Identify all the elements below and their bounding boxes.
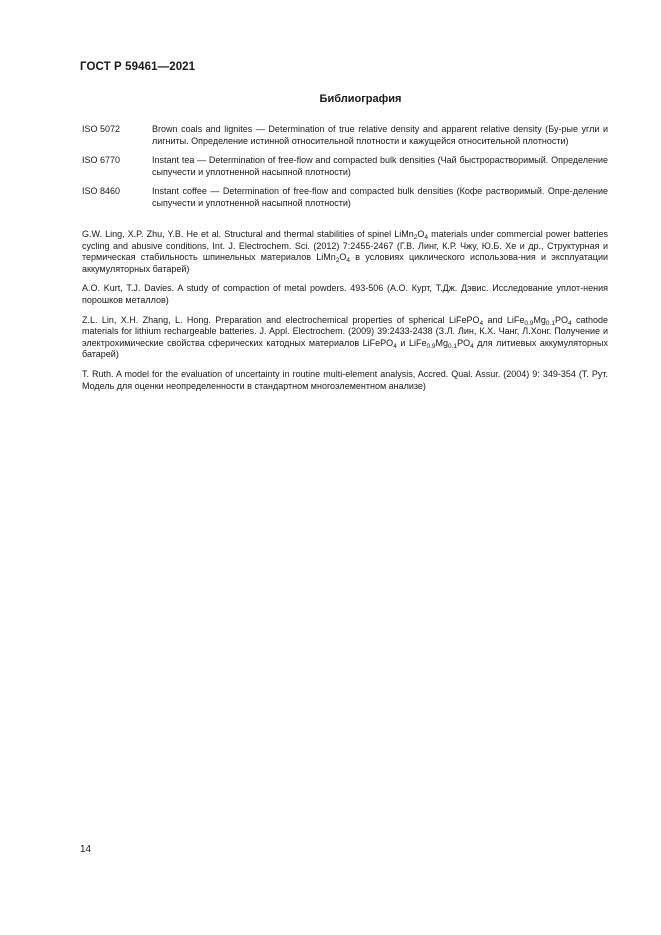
document-code: ГОСТ Р 59461—2021 bbox=[80, 61, 196, 73]
standard-text: Brown coals and lignites — Determination of true relative density and apparent relative density (Бу-рые угли и лигниты. Определение истинной относительной плотности и кажущейся относительной плотности) bbox=[152, 124, 608, 146]
reference-entry: T. Ruth. A model for the evaluation of uncertainty in routine multi-element analysis, Accred. Qual. Assur. (2004) 9: 349-354 (Т. Рут. Модель для оценки неопределенности в стандартном многоэлементном анализе) bbox=[82, 368, 608, 391]
reference-entry: G.W. Ling, X.P. Zhu, Y.B. He et al. Structural and thermal stabilities of spinel $LiMn_2O_4$ materials under commercial power batteries cycling and abusive conditions, Int. J. Electrochem. Sci. (2012) 7:2455-2467 (Г.В. Линг, К.Р. Чжу, Ю.Б. Хе и др., Структурная и термическая стабильность шпинельных материалов $LiMn_2O_4$ в условиях циклического использова-ния и эксплуатации аккумуляторных батарей) bbox=[82, 229, 609, 274]
standard-text: Instant coffee — Determination of free-flow and compacted bulk densities (Кофе растворимый. Опре-деление сыпучести и уплотненной насыпной плотности) bbox=[152, 186, 608, 208]
references-list bbox=[82, 229, 608, 400]
standards-list bbox=[82, 124, 608, 218]
reference-entry: A.O. Kurt, T.J. Davies. A study of compaction of metal powders. 493-506 (А.О. Курт, Т.Дж. Дэвис. Исследование уплот-нения порошков металлов) bbox=[82, 283, 608, 305]
standard-code: ISO 5072 bbox=[82, 124, 121, 134]
standard-entry bbox=[82, 186, 608, 209]
standard-entry bbox=[82, 155, 608, 178]
section-title: Библиография bbox=[319, 93, 402, 105]
page-number: 14 bbox=[80, 844, 92, 855]
standard-entry bbox=[82, 124, 608, 147]
standard-text: Instant tea — Determination of free-flow and compacted bulk densities (Чай быстрорастворимый. Определение сыпучести и уплотненной насыпной плотности) bbox=[152, 155, 608, 177]
standard-code: ISO 8460 bbox=[82, 186, 121, 197]
reference-entry: Z.L. Lin, X.H. Zhang, L. Hong. Preparation and electrochemical properties of spherical LiFePO$_4$ and $LiFe_{0.9}Mg_{0.1}PO_4$ cathode materials for lithium rechargeable batteries. J. Appl. Electrochem. (2009) 39:2433-2438 (З.Л. Лин, К.Х. Чанг, Л.Хонг. Получение и электрохимические свойства сферических катодных материалов LiFePO$_4$ и $LiFe_{0.9}Mg_{0.1}PO_4$ для литиевых аккумуляторных батарей) bbox=[82, 314, 608, 360]
standard-code: ISO 6770 bbox=[82, 155, 121, 166]
